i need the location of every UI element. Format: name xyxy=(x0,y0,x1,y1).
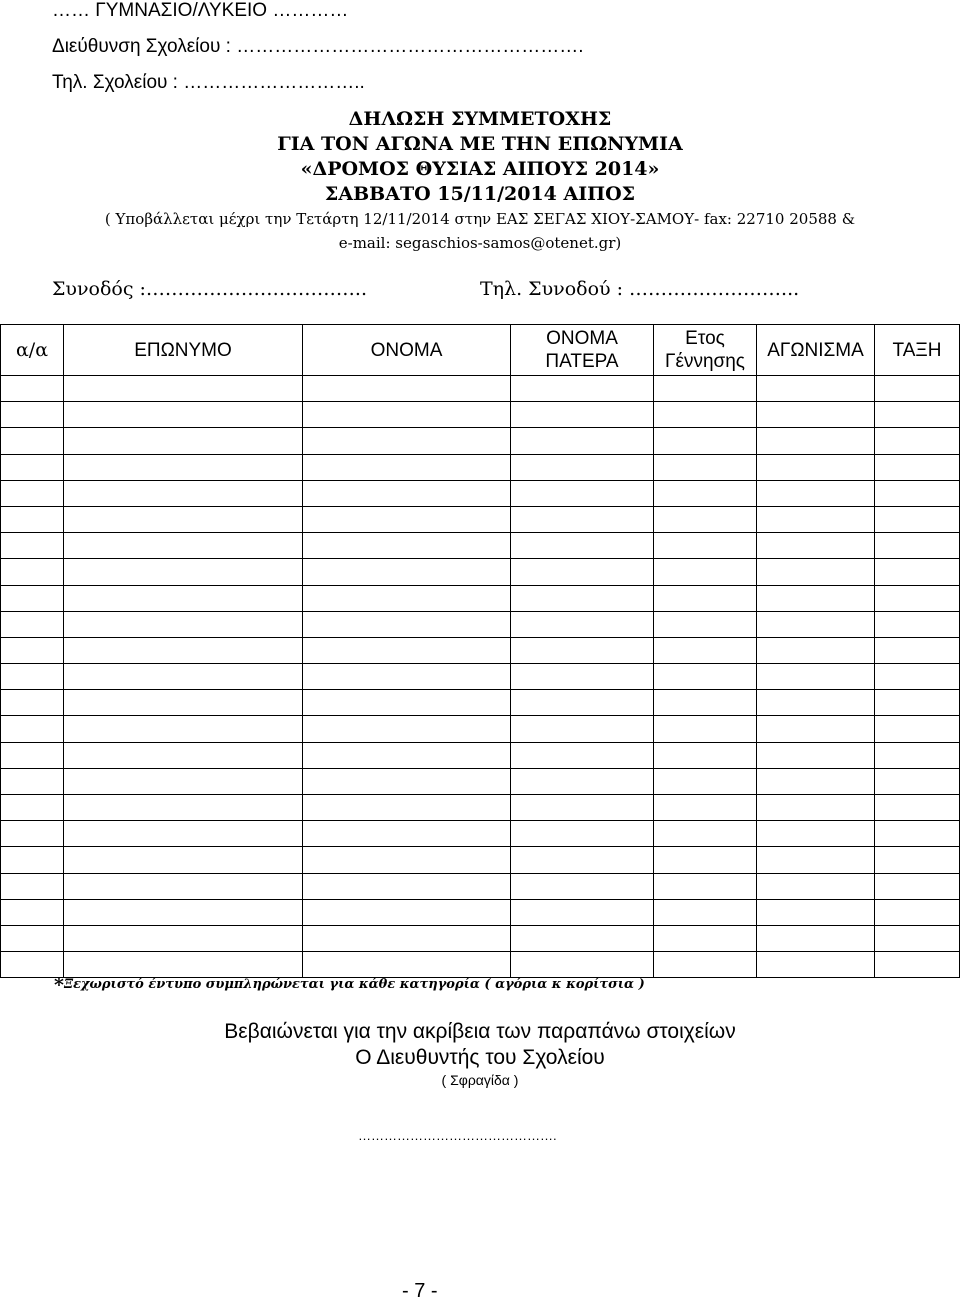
table-cell[interactable] xyxy=(64,690,303,716)
table-cell[interactable] xyxy=(1,768,64,794)
table-cell[interactable] xyxy=(511,690,654,716)
heading-subtitle: ΓΙΑ ΤΟΝ ΑΓΩΝΑ ΜΕ ΤΗΝ ΕΠΩΝΥΜΙΑ xyxy=(277,133,683,155)
table-cell[interactable] xyxy=(875,506,960,532)
table-row[interactable] xyxy=(1,506,960,532)
table-cell[interactable] xyxy=(757,742,875,768)
col-header-father-name-line1: ΟΝΟΜΑ xyxy=(546,328,618,349)
table-cell[interactable] xyxy=(654,899,757,925)
table-cell[interactable] xyxy=(654,611,757,637)
table-cell[interactable] xyxy=(303,664,511,690)
table-cell[interactable] xyxy=(303,454,511,480)
table-cell[interactable] xyxy=(1,402,64,428)
table-cell[interactable] xyxy=(511,716,654,742)
table-cell[interactable] xyxy=(875,821,960,847)
table-cell[interactable] xyxy=(654,795,757,821)
table-cell[interactable] xyxy=(757,402,875,428)
table-cell[interactable] xyxy=(654,847,757,873)
table-cell[interactable] xyxy=(1,795,64,821)
col-header-event: ΑΓΩΝΙΣΜΑ xyxy=(757,325,875,376)
table-cell[interactable] xyxy=(757,585,875,611)
table-cell[interactable] xyxy=(511,768,654,794)
table-cell[interactable] xyxy=(64,821,303,847)
submission-note-line2: e-mail: segaschios-samos@otenet.gr) xyxy=(338,234,622,252)
table-cell[interactable] xyxy=(64,611,303,637)
table-cell[interactable] xyxy=(875,454,960,480)
participants-table xyxy=(0,324,960,978)
table-row[interactable] xyxy=(1,664,960,690)
table-cell[interactable] xyxy=(654,376,757,402)
table-header-row xyxy=(1,325,960,376)
table-cell[interactable] xyxy=(1,376,64,402)
table-cell[interactable] xyxy=(875,716,960,742)
escort-name-line: Συνοδός :…………………………….. xyxy=(52,278,368,300)
table-cell[interactable] xyxy=(303,480,511,506)
table-cell[interactable] xyxy=(875,768,960,794)
table-row[interactable] xyxy=(1,428,960,454)
table-cell[interactable] xyxy=(64,847,303,873)
table-cell[interactable] xyxy=(303,795,511,821)
table-cell[interactable] xyxy=(1,480,64,506)
table-cell[interactable] xyxy=(757,768,875,794)
table-cell[interactable] xyxy=(875,690,960,716)
table-cell[interactable] xyxy=(511,664,654,690)
table-cell[interactable] xyxy=(303,506,511,532)
table-cell[interactable] xyxy=(1,533,64,559)
heading-event-name: «ΔΡΟΜΟΣ ΘΥΣΙΑΣ ΑΙΠΟΥΣ 2014» xyxy=(300,158,660,180)
table-cell[interactable] xyxy=(1,899,64,925)
table-cell[interactable] xyxy=(511,821,654,847)
col-header-birth-year xyxy=(654,325,757,376)
table-cell[interactable] xyxy=(1,559,64,585)
table-cell[interactable] xyxy=(303,402,511,428)
table-cell[interactable] xyxy=(875,795,960,821)
table-cell[interactable] xyxy=(511,742,654,768)
table-cell[interactable] xyxy=(1,821,64,847)
table-cell[interactable] xyxy=(1,585,64,611)
table-cell[interactable] xyxy=(511,637,654,663)
table-cell[interactable] xyxy=(757,873,875,899)
table-cell[interactable] xyxy=(303,899,511,925)
heading-title: ΔΗΛΩΣΗ ΣΥΜΜΕΤΟΧΗΣ xyxy=(348,108,612,130)
table-cell[interactable] xyxy=(303,925,511,951)
table-cell[interactable] xyxy=(303,690,511,716)
table-cell[interactable] xyxy=(654,533,757,559)
col-header-birth-year-line1: Ετος xyxy=(685,328,725,349)
table-cell[interactable] xyxy=(64,873,303,899)
table-cell[interactable] xyxy=(511,585,654,611)
table-cell[interactable] xyxy=(757,795,875,821)
table-cell[interactable] xyxy=(757,454,875,480)
table-row[interactable] xyxy=(1,454,960,480)
table-cell[interactable] xyxy=(654,480,757,506)
table-cell[interactable] xyxy=(1,873,64,899)
table-cell[interactable] xyxy=(303,873,511,899)
table-cell[interactable] xyxy=(875,637,960,663)
table-cell[interactable] xyxy=(64,925,303,951)
table-cell[interactable] xyxy=(875,533,960,559)
table-row[interactable] xyxy=(1,480,960,506)
table-cell[interactable] xyxy=(511,873,654,899)
table-cell[interactable] xyxy=(1,611,64,637)
table-cell[interactable] xyxy=(757,428,875,454)
table-cell[interactable] xyxy=(875,480,960,506)
table-cell[interactable] xyxy=(511,559,654,585)
table-row[interactable] xyxy=(1,611,960,637)
table-cell[interactable] xyxy=(757,559,875,585)
table-cell[interactable] xyxy=(511,847,654,873)
table-row[interactable] xyxy=(1,690,960,716)
table-cell[interactable] xyxy=(64,480,303,506)
table-cell[interactable] xyxy=(303,611,511,637)
table-cell[interactable] xyxy=(64,454,303,480)
table-cell[interactable] xyxy=(875,847,960,873)
table-cell[interactable] xyxy=(64,428,303,454)
table-cell[interactable] xyxy=(654,454,757,480)
school-name-line: …… ΓΥΜΝΑΣΙΟ/ΛΥΚΕΙΟ ………… xyxy=(52,0,349,21)
table-cell[interactable] xyxy=(875,428,960,454)
table-cell[interactable] xyxy=(64,376,303,402)
table-cell[interactable] xyxy=(654,716,757,742)
table-cell[interactable] xyxy=(654,690,757,716)
table-cell[interactable] xyxy=(1,506,64,532)
table-cell[interactable] xyxy=(303,428,511,454)
table-cell[interactable] xyxy=(757,376,875,402)
table-cell[interactable] xyxy=(654,402,757,428)
table-cell[interactable] xyxy=(1,454,64,480)
table-cell[interactable] xyxy=(654,428,757,454)
col-header-birth-year-line2: Γέννησης xyxy=(665,351,745,372)
table-cell[interactable] xyxy=(654,742,757,768)
table-row[interactable] xyxy=(1,925,960,951)
submission-note-line1: ( Υποβάλλεται μέχρι την Τετάρτη 12/11/2014 στην ΕΑΣ ΣΕΓΑΣ ΧΙΟΥ-ΣΑΜΟΥ- fax: 22710 20588 & xyxy=(104,210,856,228)
table-cell[interactable] xyxy=(875,376,960,402)
table-cell[interactable] xyxy=(303,716,511,742)
table-cell[interactable] xyxy=(875,611,960,637)
col-header-name: ΟΝΟΜΑ xyxy=(303,325,511,376)
table-cell[interactable] xyxy=(1,690,64,716)
table-cell[interactable] xyxy=(757,847,875,873)
table-cell[interactable] xyxy=(875,873,960,899)
table-row[interactable] xyxy=(1,402,960,428)
table-cell[interactable] xyxy=(654,506,757,532)
school-phone-line: Τηλ. Σχολείου : ……………………….. xyxy=(52,72,365,93)
table-cell[interactable] xyxy=(511,480,654,506)
table-cell[interactable] xyxy=(303,376,511,402)
table-row[interactable] xyxy=(1,533,960,559)
table-cell[interactable] xyxy=(757,664,875,690)
table-cell[interactable] xyxy=(511,454,654,480)
table-cell[interactable] xyxy=(64,506,303,532)
table-cell[interactable] xyxy=(757,533,875,559)
heading-date-place: ΣΑΒΒΑΤΟ 15/11/2014 ΑΙΠΟΣ xyxy=(324,183,636,205)
table-cell[interactable] xyxy=(511,402,654,428)
table-cell[interactable] xyxy=(654,637,757,663)
table-cell[interactable] xyxy=(303,821,511,847)
certification-text: Βεβαιώνεται για την ακρίβεια των παραπάνω στοιχείων xyxy=(224,1020,736,1043)
table-cell[interactable] xyxy=(64,402,303,428)
table-row[interactable] xyxy=(1,821,960,847)
director-label: Ο Διευθυντής του Σχολείου xyxy=(355,1046,605,1069)
table-cell[interactable] xyxy=(875,952,960,978)
table-cell[interactable] xyxy=(303,533,511,559)
table-row[interactable] xyxy=(1,637,960,663)
table-row[interactable] xyxy=(1,795,960,821)
table-cell[interactable] xyxy=(757,821,875,847)
footer-note-star: * xyxy=(54,974,64,996)
table-cell[interactable] xyxy=(757,899,875,925)
table-cell[interactable] xyxy=(757,952,875,978)
table-body xyxy=(1,376,960,978)
signature-line: ………………………………………. xyxy=(358,1128,557,1143)
table-cell[interactable] xyxy=(1,428,64,454)
col-header-father-name-line2: ΠΑΤΕΡΑ xyxy=(545,351,619,372)
table-cell[interactable] xyxy=(303,559,511,585)
table-cell[interactable] xyxy=(875,899,960,925)
table-cell[interactable] xyxy=(875,925,960,951)
footer-note-text: Ξεχωριστό έντυπο συμπληρώνεται για κάθε κατηγορία ( αγόρια κ κορίτσια ) xyxy=(63,977,645,992)
col-header-rank: ΤΑΞΗ xyxy=(875,325,960,376)
table-cell[interactable] xyxy=(511,899,654,925)
table-cell[interactable] xyxy=(303,585,511,611)
table-row[interactable] xyxy=(1,742,960,768)
table-cell[interactable] xyxy=(654,585,757,611)
table-cell[interactable] xyxy=(303,742,511,768)
table-cell[interactable] xyxy=(64,637,303,663)
table-cell[interactable] xyxy=(511,611,654,637)
table-cell[interactable] xyxy=(303,637,511,663)
stamp-label: ( Σφραγίδα ) xyxy=(441,1072,519,1088)
table-cell[interactable] xyxy=(64,795,303,821)
table-row[interactable] xyxy=(1,768,960,794)
table-cell[interactable] xyxy=(64,559,303,585)
table-cell[interactable] xyxy=(875,664,960,690)
escort-phone-line: Τηλ. Συνοδού : ……………………... xyxy=(480,278,800,300)
table-cell[interactable] xyxy=(511,925,654,951)
table-cell[interactable] xyxy=(511,428,654,454)
table-cell[interactable] xyxy=(875,402,960,428)
table-cell[interactable] xyxy=(875,559,960,585)
table-row[interactable] xyxy=(1,899,960,925)
table-cell[interactable] xyxy=(64,899,303,925)
table-cell[interactable] xyxy=(511,376,654,402)
table-cell[interactable] xyxy=(654,664,757,690)
table-cell[interactable] xyxy=(654,925,757,951)
table-row[interactable] xyxy=(1,585,960,611)
table-cell[interactable] xyxy=(1,742,64,768)
table-cell[interactable] xyxy=(757,637,875,663)
table-cell[interactable] xyxy=(757,480,875,506)
table-cell[interactable] xyxy=(64,716,303,742)
table-cell[interactable] xyxy=(1,925,64,951)
table-cell[interactable] xyxy=(1,664,64,690)
table-cell[interactable] xyxy=(757,506,875,532)
table-row[interactable] xyxy=(1,847,960,873)
table-cell[interactable] xyxy=(654,873,757,899)
table-cell[interactable] xyxy=(303,847,511,873)
col-header-father-name xyxy=(511,325,654,376)
table-cell[interactable] xyxy=(654,768,757,794)
table-cell[interactable] xyxy=(511,506,654,532)
table-cell[interactable] xyxy=(654,559,757,585)
table-cell[interactable] xyxy=(875,742,960,768)
table-cell[interactable] xyxy=(64,742,303,768)
table-cell[interactable] xyxy=(303,768,511,794)
table-cell[interactable] xyxy=(757,716,875,742)
footer-note xyxy=(54,974,645,996)
table-cell[interactable] xyxy=(875,585,960,611)
table-cell[interactable] xyxy=(64,585,303,611)
table-row[interactable] xyxy=(1,559,960,585)
table-cell[interactable] xyxy=(654,821,757,847)
table-cell[interactable] xyxy=(511,795,654,821)
table-cell[interactable] xyxy=(64,533,303,559)
table-cell[interactable] xyxy=(511,533,654,559)
table-cell[interactable] xyxy=(757,925,875,951)
table-row[interactable] xyxy=(1,873,960,899)
page-number: - 7 - xyxy=(402,1280,438,1302)
table-row[interactable] xyxy=(1,716,960,742)
table-cell[interactable] xyxy=(654,952,757,978)
table-cell[interactable] xyxy=(1,847,64,873)
table-cell[interactable] xyxy=(64,664,303,690)
table-cell[interactable] xyxy=(1,716,64,742)
table-cell[interactable] xyxy=(64,768,303,794)
table-cell[interactable] xyxy=(757,690,875,716)
col-header-surname: ΕΠΩΝΥΜΟ xyxy=(64,325,303,376)
table-cell[interactable] xyxy=(757,611,875,637)
col-header-aa: α/α xyxy=(1,325,64,376)
table-row[interactable] xyxy=(1,376,960,402)
table-cell[interactable] xyxy=(1,637,64,663)
school-address-line: Διεύθυνση Σχολείου : ………………………………………………. xyxy=(52,36,584,57)
